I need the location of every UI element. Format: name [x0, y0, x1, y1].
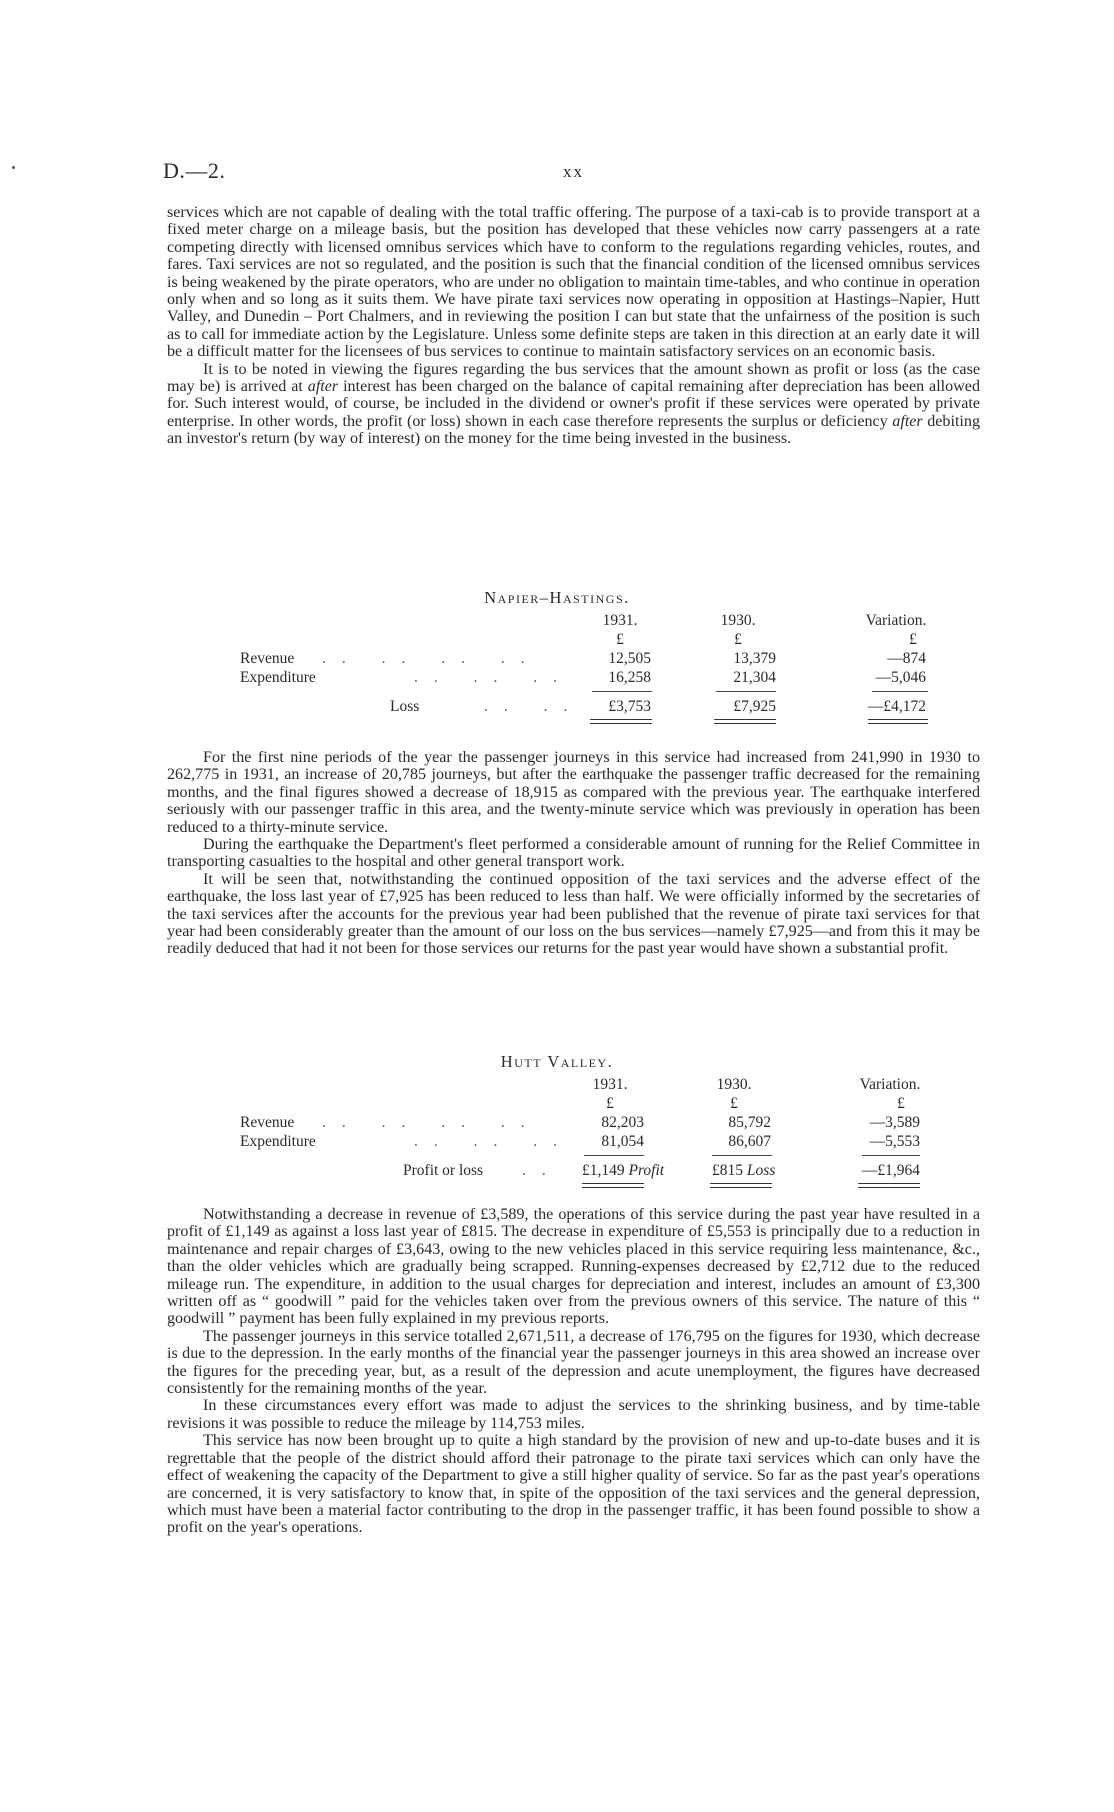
double-rule	[858, 1183, 920, 1188]
leader-dots: .. .. ..	[414, 669, 573, 686]
subtotal-rule	[862, 1155, 920, 1156]
paragraph: Notwithstanding a decrease in revenue of £3,589, the operations of this service during the past year have resulted in a profit of £1,149 as against a loss last year of £815. The decrease in expenditure of £5,553 is principally due to a reduction in maintenance and repair charges of £3,643, owing to the new vehicles placed in this service requiring less maintenance, &c., than the older vehicles which are gradually being scrapped. Running-expenses decreased by £2,712 due to the reduced mileage run. The expenditure, in addition to the usual charges for depreciation and interest, includes an amount of £3,300 written off as “ goodwill ” paid for the vehicles taken over from the previous owners of this service. The nature of this “ goodwill ” payment has been fully explained in my previous reports.	[167, 1206, 980, 1328]
table-title: Hutt Valley.	[500, 1052, 614, 1071]
text-block-top	[167, 204, 980, 448]
paragraph: It will be seen that, notwithstanding the continued opposition of the taxi services and the adverse effect of the earthquake, the loss last year of £7,925 has been reduced to less than half. We were officially informed by the secretaries of the taxi services after the accounts for the previous year had been published that the revenue of pirate taxi services for that year had been considerably greater than the amount of our loss on the bus services—namely £7,925—and from this it may be readily deduced that had it not been for those services our returns for the past year would have shown a substantial profit.	[167, 870, 980, 958]
table-title: Napier–Hastings.	[484, 588, 630, 607]
paragraph: During the earthquake the Department's fleet performed a considerable amount of running for the Relief Committee in transporting casualties to the hospital and other general transport work.	[167, 836, 980, 871]
total-value: —£4,172	[867, 698, 926, 715]
subtotal-rule	[584, 1155, 644, 1156]
leader-dots: .. .. .. ..	[322, 1114, 541, 1131]
page-number: xx	[563, 162, 584, 181]
unit-label: £	[606, 1095, 614, 1112]
double-rule	[868, 719, 928, 724]
column-header: 1931.	[592, 1076, 628, 1093]
value-cell: 21,304	[733, 669, 776, 686]
value-cell: 81,054	[601, 1133, 644, 1150]
text-block-middle	[167, 749, 980, 958]
value-cell: 86,607	[728, 1133, 771, 1150]
value-cell: 13,379	[733, 650, 776, 667]
double-rule	[582, 1183, 644, 1188]
double-rule	[590, 719, 652, 724]
paragraph: For the first nine periods of the year the passenger journeys in this service had increased from 241,990 in 1930 to 262,775 in 1931, an increase of 20,785 journeys, but after the earthquake the passenger traffic decreased for the remaining months, and the final figures showed a decrease of 18,915 as compared with the previous year. The earthquake interfered seriously with our passenger traffic in this area, and the twenty-minute service which was previously in operation has been reduced to a thirty-minute service.	[167, 749, 980, 836]
column-header: 1930.	[720, 612, 756, 629]
subtotal-rule	[712, 1155, 772, 1156]
value-cell: 16,258	[608, 669, 651, 686]
text-block-bottom	[167, 1206, 980, 1537]
value-cell: 82,203	[601, 1114, 644, 1131]
double-rule	[714, 719, 776, 724]
total-label: Profit or loss	[403, 1162, 484, 1179]
subtotal-rule	[592, 691, 652, 692]
double-rule	[710, 1183, 772, 1188]
column-header: 1930.	[716, 1076, 752, 1093]
unit-label: £	[897, 1095, 905, 1112]
value-cell: 85,792	[728, 1114, 771, 1131]
napier-hastings-table	[0, 588, 1114, 738]
column-header: Variation.	[859, 1076, 921, 1093]
row-label: Expenditure	[240, 1133, 316, 1150]
value-cell: —5,553	[869, 1133, 920, 1150]
total-value: £3,753	[608, 698, 651, 715]
document-reference: D.—2.	[163, 158, 226, 183]
leader-dots: .. .. ..	[414, 1133, 573, 1150]
unit-label: £	[909, 631, 917, 648]
row-label: Revenue	[240, 1114, 295, 1131]
total-value: £7,925	[733, 698, 776, 715]
total-label: Loss	[390, 698, 420, 715]
scan-speck	[12, 166, 15, 169]
leader-dots: ..	[522, 1162, 562, 1179]
value-cell: —3,589	[869, 1114, 920, 1131]
row-label: Expenditure	[240, 669, 316, 686]
value-cell: 12,505	[608, 650, 651, 667]
value-cell: —5,046	[875, 669, 926, 686]
total-value: £815 Loss	[712, 1162, 776, 1179]
total-value: —£1,964	[861, 1162, 920, 1179]
value-cell: —874	[887, 650, 926, 667]
unit-label: £	[616, 631, 624, 648]
paragraph: This service has now been brought up to quite a high standard by the provision of new and up-to-date buses and it is regrettable that the people of the district should afford their patronage to the pirate taxi services which can only have the effect of weakening the capacity of the Department to give a still higher quality of service. So far as the past year's operations are concerned, it is very satisfactory to know that, in spite of the opposition of the taxi services and the general depression, which must have been a material factor contributing to the drop in the passenger traffic, it has been found possible to show a profit on the year's operations.	[167, 1432, 980, 1537]
subtotal-rule	[716, 691, 776, 692]
unit-label: £	[730, 1095, 738, 1112]
unit-label: £	[734, 631, 742, 648]
subtotal-rule	[872, 691, 928, 692]
paragraph: services which are not capable of dealing with the total traffic offering. The purpose of a taxi-cab is to provide transport at a fixed meter charge on a mileage basis, but the position has developed that these vehicles now carry passengers at a rate competing directly with licensed omnibus services which have to conform to the regulations regarding vehicles, routes, and fares. Taxi services are not so regulated, and the position is such that the financial condition of the licensed omnibus services is being weakened by the pirate operators, who are under no obligation to maintain time-tables, and who continue in operation only when and so long as it suits them. We have pirate taxi services now operating in opposition at Hastings–Napier, Hutt Valley, and Dunedin – Port Chalmers, and in reviewing the position I can but state that the unfairness of the position is such as to call for immediate action by the Legislature. Unless some definite steps are taken in this direction at an early date it will be a difficult matter for the licensees of bus services to continue to maintain satisfactory services on an economic basis.	[167, 204, 980, 361]
page-header	[163, 158, 981, 184]
paragraph: The passenger journeys in this service totalled 2,671,511, a decrease of 176,795 on the figures for 1930, which decrease is due to the depression. In the early months of the financial year the passenger journeys in this area showed an increase over the figures for the preceding year, but, as a result of the depression and acute unemployment, the figures have decreased consistently for the remaining months of the year.	[167, 1327, 980, 1398]
hutt-valley-table	[0, 1052, 1114, 1202]
column-header: Variation.	[865, 612, 927, 629]
paragraph: It is to be noted in viewing the figures regarding the bus services that the amount shown as profit or loss (as the case may be) is arrived at after interest has been charged on the balance of capital remaining after depreciation has been allowed for. Such interest would, of course, be included in the dividend or owner's profit if these services were operated by private enterprise. In other words, the profit (or loss) shown in each case therefore represents the surplus or deficiency after debiting an investor's return (by way of interest) on the money for the time being invested in the business.	[167, 360, 980, 448]
leader-dots: .. ..	[484, 698, 584, 715]
paragraph: In these circumstances every effort was made to adjust the services to the shrinking business, and by time-table revisions it was possible to reduce the mileage by 114,753 miles.	[167, 1397, 980, 1432]
row-label: Revenue	[240, 650, 295, 667]
column-header: 1931.	[602, 612, 638, 629]
leader-dots: .. .. .. ..	[322, 650, 541, 667]
total-value: £1,149 Profit	[582, 1162, 665, 1179]
